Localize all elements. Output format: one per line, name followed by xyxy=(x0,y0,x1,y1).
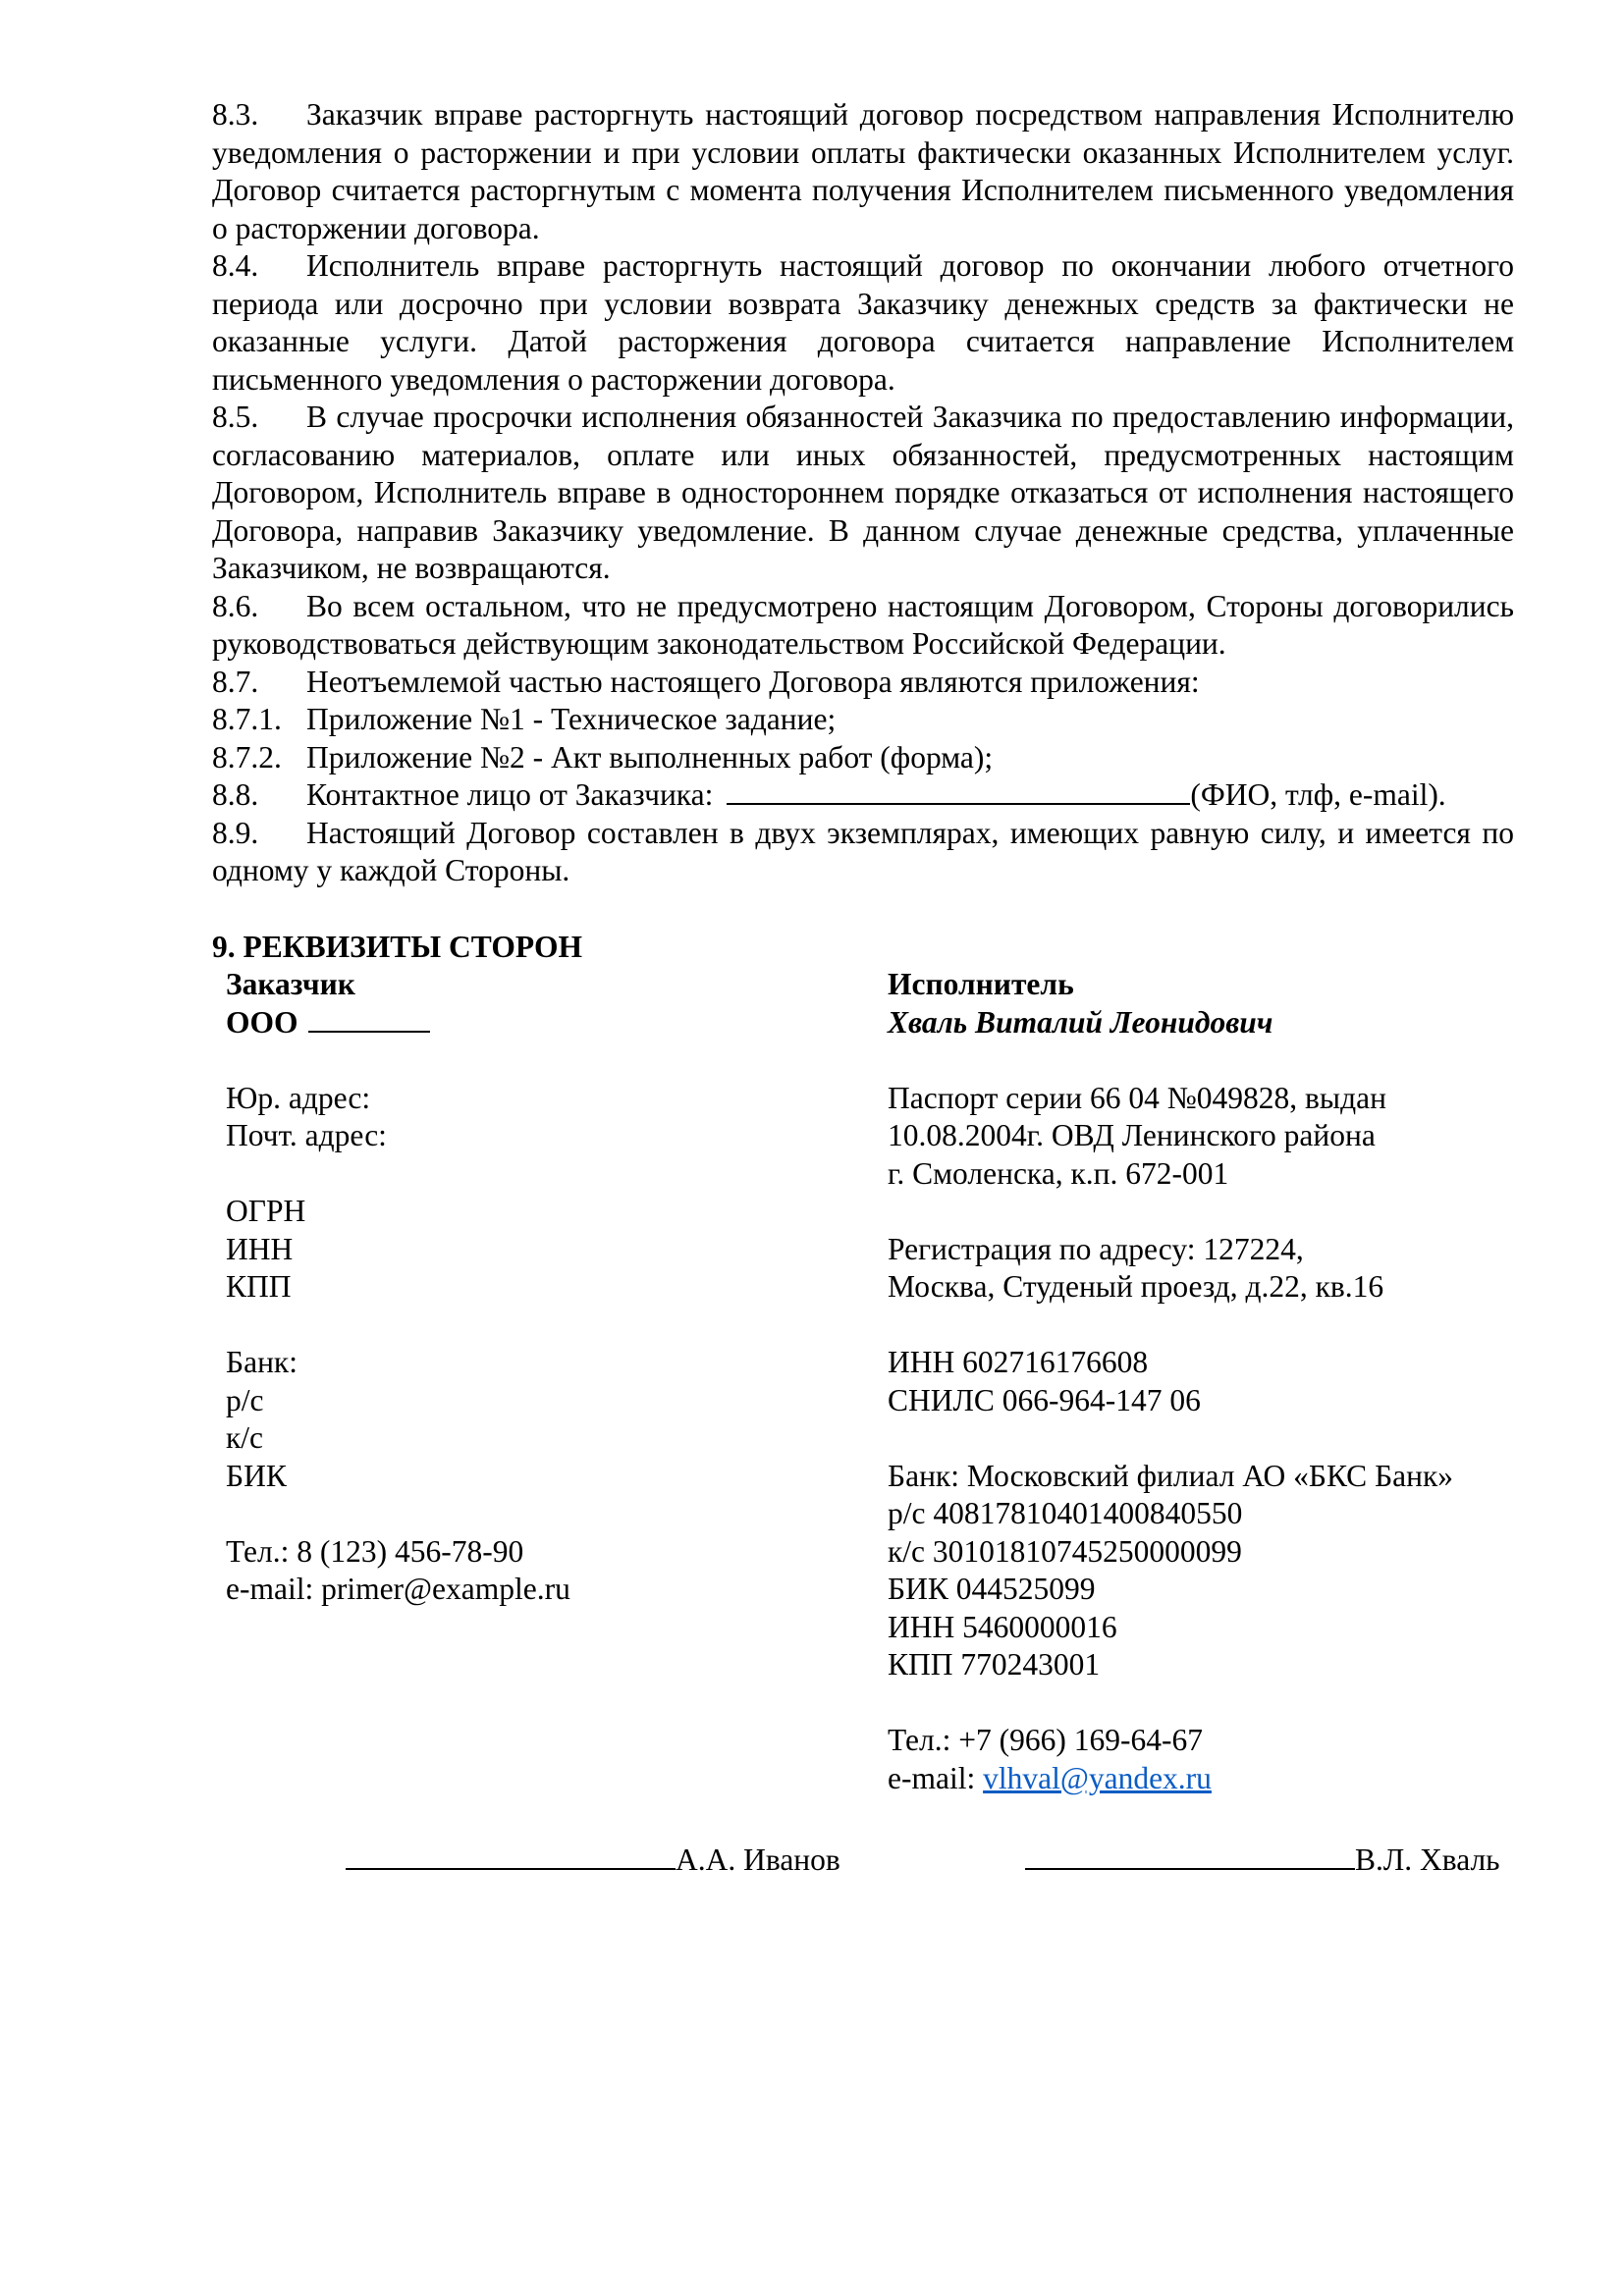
contractor-passport-line-1: Паспорт серии 66 04 №049828, выдан xyxy=(888,1080,1386,1115)
contractor-ks: к/с 30101810745250000099 xyxy=(888,1533,1242,1569)
clause-text: Неотъемлемой частью настоящего Договора являются приложения: xyxy=(306,664,1200,699)
customer-requisites xyxy=(226,966,835,1609)
customer-ks: к/с xyxy=(226,1420,264,1455)
customer-ogrn: ОГРН xyxy=(226,1194,306,1228)
contractor-email-label: e-mail: xyxy=(888,1760,984,1795)
spacer xyxy=(888,1193,1516,1231)
customer-bank: Банк: xyxy=(226,1345,298,1379)
clause-number: 8.9. xyxy=(212,815,259,850)
contractor-snils: СНИЛС 066-964-147 06 xyxy=(888,1382,1201,1417)
customer-signature-name: А.А. Иванов xyxy=(676,1842,840,1877)
spacer xyxy=(226,1041,835,1080)
spacer xyxy=(888,1419,1516,1458)
clause-text: В случае просрочки исполнения обязанностей Заказчика по предоставлению информации, согласованию материалов, оплате или иных обязанностей, предусмотренных настоящим Договором, Исполнитель вправе в одностороннем порядке отказаться от исполнения настоящего Договора, направив Заказчику уведомление. В данном случае денежные средства, уплаченные Заказчиком, не возвращаются. xyxy=(212,400,1514,585)
customer-kpp: КПП xyxy=(226,1269,292,1304)
customer-rs: р/с xyxy=(226,1382,264,1417)
contractor-requisites xyxy=(888,966,1516,1797)
contractor-signature xyxy=(1025,1842,1500,1880)
clause-number: 8.7.2. xyxy=(212,739,282,774)
customer-email: e-mail: primer@example.ru xyxy=(226,1572,570,1606)
contractor-rs: р/с 40817810401400840550 xyxy=(888,1496,1243,1530)
contractor-registration-line-1: Регистрация по адресу: 127224, xyxy=(888,1231,1304,1266)
clause-text: Во всем остальном, что не предусмотрено настоящим Договором, Стороны договорились руководствоваться действующим законодательством Российской Федерации. xyxy=(212,588,1514,661)
customer-role: Заказчик xyxy=(226,967,355,1001)
contact-label: Контактное лицо от Заказчика: xyxy=(306,777,714,812)
contractor-name: Хваль Виталий Леонидович xyxy=(888,1004,1273,1040)
customer-bik: БИК xyxy=(226,1458,287,1493)
clause-text: Приложение №1 - Техническое задание; xyxy=(306,702,837,736)
clause-8-7 xyxy=(212,664,1514,702)
clause-text: Заказчик вправе расторгнуть настоящий договор посредством направления Исполнителю уведомления о расторжении и при условии оплаты фактически оказанных Исполнителем услуг. Договор считается расторгнутым с момента получения Исполнителем письменного уведомления о расторжении договора. xyxy=(212,97,1514,245)
clause-8-7-2 xyxy=(212,739,1514,777)
contractor-bank-inn: ИНН 5460000016 xyxy=(888,1609,1117,1644)
signature-line xyxy=(346,1842,676,1870)
contractor-bank-kpp: КПП 770243001 xyxy=(888,1647,1101,1682)
spacer xyxy=(888,1307,1516,1345)
clause-number: 8.7. xyxy=(212,664,259,699)
clause-text: Настоящий Договор составлен в двух экземплярах, имеющих равную силу, и имеется по одному у каждой Стороны. xyxy=(212,815,1514,887)
customer-signature xyxy=(346,1842,840,1880)
clause-8-9 xyxy=(212,815,1514,890)
spacer xyxy=(888,1041,1516,1080)
clause-number: 8.3. xyxy=(212,97,259,132)
clause-8-6 xyxy=(212,588,1514,664)
contractor-bik: БИК 044525099 xyxy=(888,1572,1096,1606)
contractor-registration-line-2: Москва, Студеный проезд, д.22, кв.16 xyxy=(888,1269,1384,1304)
contact-suffix: (ФИО, тлф, e-mail). xyxy=(1190,777,1446,812)
clause-8-8 xyxy=(212,776,1514,815)
clause-number: 8.7.1. xyxy=(212,702,282,736)
customer-legal-address: Юр. адрес: xyxy=(226,1080,371,1115)
contractor-role: Исполнитель xyxy=(888,967,1074,1001)
clause-text: Приложение №2 - Акт выполненных работ (форма); xyxy=(306,739,994,774)
customer-inn: ИНН xyxy=(226,1231,294,1266)
contractor-email xyxy=(888,1760,1516,1798)
contractor-email-link[interactable]: vlhval@yandex.ru xyxy=(983,1760,1212,1795)
contractor-inn: ИНН 602716176608 xyxy=(888,1345,1149,1379)
clause-8-5 xyxy=(212,399,1514,588)
customer-org-label: ООО xyxy=(226,1004,298,1040)
spacer xyxy=(226,1307,835,1345)
customer-postal-address: Почт. адрес: xyxy=(226,1118,387,1152)
spacer xyxy=(226,1495,835,1533)
clause-8-3 xyxy=(212,96,1514,247)
org-blank-line xyxy=(308,1007,430,1033)
spacer xyxy=(226,1155,835,1194)
section-title-requisites: 9. РЕКВИЗИТЫ СТОРОН xyxy=(212,930,582,964)
clause-8-4 xyxy=(212,247,1514,399)
contractor-phone: Тел.: +7 (966) 169-64-67 xyxy=(888,1723,1203,1757)
spacer xyxy=(888,1684,1516,1723)
clause-number: 8.5. xyxy=(212,400,259,434)
contractor-signature-name: В.Л. Хваль xyxy=(1355,1842,1500,1877)
contractor-passport-line-2: 10.08.2004г. ОВД Ленинского района xyxy=(888,1118,1376,1152)
contractor-passport-line-3: г. Смоленска, к.п. 672-001 xyxy=(888,1155,1229,1191)
clause-number: 8.4. xyxy=(212,248,259,283)
clause-text: Исполнитель вправе расторгнуть настоящий договор по окончании любого отчетного периода или досрочно при условии возврата Заказчику денежных средств за фактически не оказанные услуги. Датой расторжения договора считается направление Исполнителем письменного уведомления о расторжении договора. xyxy=(212,248,1514,397)
clause-8-7-1 xyxy=(212,701,1514,739)
customer-org xyxy=(226,1004,835,1042)
contract-clauses xyxy=(212,96,1514,890)
signature-line xyxy=(1025,1842,1355,1870)
clause-number: 8.8. xyxy=(212,777,259,812)
contractor-bank: Банк: Московский филиал АО «БКС Банк» xyxy=(888,1458,1454,1493)
contact-blank-line xyxy=(727,777,1190,805)
clause-number: 8.6. xyxy=(212,588,259,623)
customer-phone: Тел.: 8 (123) 456-78-90 xyxy=(226,1533,524,1569)
